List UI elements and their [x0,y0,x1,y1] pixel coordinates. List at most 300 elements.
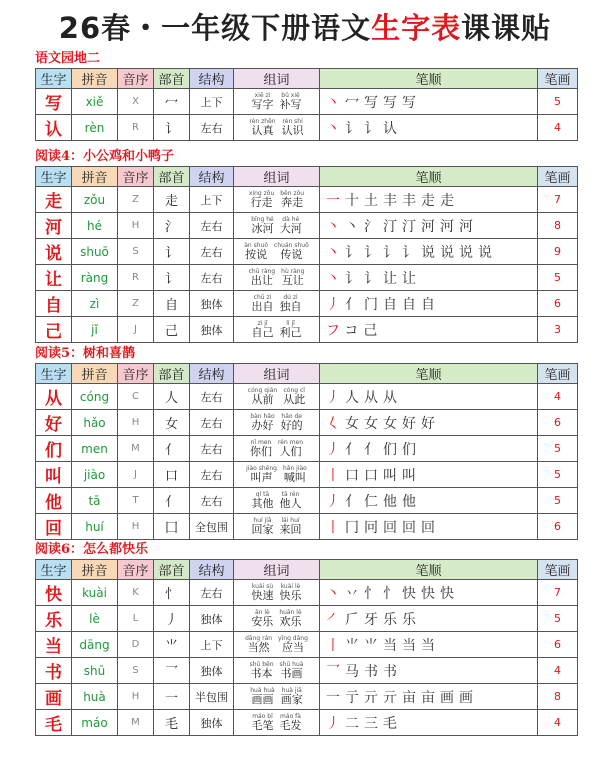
stroke-step: 口 [364,467,383,484]
cell-jiegou: 上下 [190,632,234,658]
word-hanzi: 书画 [280,667,303,680]
stroke-step: 丨 [326,467,345,484]
cell-bihua: 8 [538,684,578,710]
table-row [36,488,578,514]
cell-char: 写 [36,89,72,115]
word [250,439,272,458]
stroke-step: フ [326,322,345,339]
cell-zuci [234,291,320,317]
header-row [36,364,578,384]
stroke-step: 说 [421,244,440,261]
table-row [36,710,578,736]
stroke-step: 当 [421,637,440,654]
word-pinyin: bēn zǒu [280,190,305,197]
word-pinyin: máo fà [280,713,301,720]
page-title [0,6,610,47]
stroke-step: 讠 [345,244,364,261]
cell-bishun [320,115,538,141]
stroke-step: 讠 [383,244,402,261]
header-bushou: 部首 [154,364,190,384]
stroke-step: 说 [440,244,459,261]
word-pinyin: ān lè [254,609,270,616]
word-pinyin: dāng rán [245,635,273,642]
word-pinyin: jiào shēng [246,465,277,472]
cell-char: 回 [36,514,72,540]
stroke-step: 丶 [326,270,345,287]
stroke-step: 丿 [326,296,345,313]
word [251,609,273,628]
word [278,635,308,654]
word-hanzi: 当然 [247,641,270,654]
word-pinyin: qí tā [255,491,270,498]
cell-yinxu: R [118,115,154,141]
word-hanzi: 其他 [251,497,274,510]
stroke-step: 汀 [383,218,402,235]
stroke-step: 叫 [383,467,402,484]
cell-yinxu: H [118,514,154,540]
stroke-step: 亩 [402,689,421,706]
word [281,413,303,432]
cell-bishun [320,239,538,265]
stroke-step: 画 [459,689,478,706]
word-pinyin: yīng dāng [278,635,308,642]
stroke-step: 回 [421,519,440,536]
stroke-step: 讠 [402,244,421,261]
word [252,517,274,536]
word-group [234,268,319,287]
stroke-step: 门 [364,296,383,313]
word [248,387,277,406]
stroke-step: 认 [383,120,402,137]
cell-bushou: 己 [154,317,190,343]
stroke-step: 回 [402,519,421,536]
cell-bihua: 5 [538,488,578,514]
stroke-step: 丶 [326,244,345,261]
cell-bishun [320,410,538,436]
word-pinyin: shū huà [279,661,304,668]
stroke-step: 乐 [383,611,402,628]
word [280,294,302,313]
cell-bushou: 讠 [154,265,190,291]
word-pinyin: kuài lè [280,583,301,590]
cell-bushou: 讠 [154,239,190,265]
cell-pinyin: shū [72,658,118,684]
cell-bihua: 5 [538,462,578,488]
word-group [234,609,319,628]
stroke-step: 氵 [364,218,383,235]
stroke-step: 丷 [345,585,364,602]
word-group [234,294,319,313]
word-hanzi: 出让 [250,274,273,287]
cell-jiegou: 左右 [190,213,234,239]
stroke-step: 快 [440,585,459,602]
cell-bihua: 7 [538,580,578,606]
stroke-step: 写 [383,94,402,111]
char-table [35,559,578,736]
word [280,216,302,235]
cell-jiegou: 左右 [190,115,234,141]
stroke-step: 忄 [364,585,383,602]
stroke-step: 自 [383,296,402,313]
cell-zuci [234,658,320,684]
word-hanzi: 毛发 [279,719,302,732]
cell-yinxu: S [118,658,154,684]
word-hanzi: 画画 [251,693,274,706]
word-pinyin: huà jiā [281,687,302,694]
table-row [36,115,578,141]
stroke-step: 写 [402,94,421,111]
cell-char: 让 [36,265,72,291]
stroke-step: 河 [421,218,440,235]
word-pinyin: cóng qián [247,387,278,394]
word-pinyin: nǐ men [250,439,272,446]
stroke-step: 书 [364,663,383,680]
cell-bihua: 5 [538,265,578,291]
cell-zuci [234,115,320,141]
word-pinyin: bàn hǎo [250,413,275,420]
cell-yinxu: H [118,213,154,239]
cell-char: 认 [36,115,72,141]
header-yinxu: 音序 [118,167,154,187]
word-hanzi: 人们 [279,445,302,458]
stroke-step: 己 [363,322,383,339]
stroke-step: 一 [326,689,345,706]
word-hanzi: 快乐 [279,589,302,602]
header-yinxu: 音序 [118,69,154,89]
stroke-step: 讠 [345,270,364,287]
header-bishun: 笔顺 [320,364,538,384]
word [281,687,303,706]
cell-bushou: 丿 [154,606,190,632]
stroke-step: 丨 [326,519,345,536]
word-hanzi: 欢乐 [279,615,302,628]
word-pinyin: rèn zhēn [249,118,276,125]
word-pinyin: cóng cǐ [283,387,305,394]
cell-bihua: 4 [538,658,578,684]
cell-jiegou: 左右 [190,384,234,410]
title-highlight: 生字表 [371,11,462,45]
stroke-step: 冂 [345,519,364,536]
word [280,491,302,510]
cell-bishun [320,606,538,632]
cell-pinyin: huà [72,684,118,710]
stroke-step: 河 [459,218,478,235]
stroke-step: 当 [383,637,402,654]
stroke-step: 亓 [364,689,383,706]
cell-pinyin: zǒu [72,187,118,213]
word [280,583,302,602]
cell-jiegou: 独体 [190,658,234,684]
stroke-step: 丶 [345,218,364,235]
table-row [36,265,578,291]
word-pinyin: dú zì [283,294,298,301]
word-pinyin: xiě zì [254,92,271,99]
cell-bishun [320,710,538,736]
cell-char: 书 [36,658,72,684]
cell-zuci [234,514,320,540]
cell-yinxu: J [118,462,154,488]
cell-pinyin: máo [72,710,118,736]
cell-jiegou: 独体 [190,606,234,632]
stroke-step: 让 [383,270,402,287]
header-bihua: 笔画 [538,69,578,89]
cell-pinyin: men [72,436,118,462]
word-hanzi: 来回 [279,523,302,536]
cell-bishun [320,317,538,343]
header-zuci: 组词 [234,364,320,384]
word [280,92,302,111]
cell-char: 乐 [36,606,72,632]
word [249,190,274,209]
word-hanzi: 冰河 [251,222,274,235]
stroke-step: 亻 [345,493,364,510]
cell-char: 快 [36,580,72,606]
word [279,609,301,628]
cell-bishun [320,265,538,291]
cell-char: 河 [36,213,72,239]
word-pinyin: chuán shuō [274,242,309,249]
header-row [36,167,578,187]
cell-zuci [234,213,320,239]
stroke-step: 毛 [383,715,402,732]
cell-yinxu: H [118,684,154,710]
word-group [234,517,319,536]
stroke-step: 们 [402,441,421,458]
word-hanzi: 补写 [279,98,302,111]
stroke-step: 冖 [345,94,364,111]
cell-bushou: 冖 [154,89,190,115]
cell-jiegou: 上下 [190,187,234,213]
header-jiegou: 结构 [190,364,234,384]
word [249,268,276,287]
stroke-step: 亓 [383,689,402,706]
stroke-step: 丰 [402,192,421,209]
cell-zuci [234,580,320,606]
cell-char: 他 [36,488,72,514]
stroke-step: 让 [402,270,421,287]
word-group [234,387,319,406]
word [250,413,274,432]
word-hanzi: 喊叫 [283,471,306,484]
cell-bishun [320,684,538,710]
word [280,190,304,209]
word-pinyin: máo bǐ [252,713,273,720]
cell-zuci [234,488,320,514]
cell-jiegou: 全包围 [190,514,234,540]
stroke-step: 叫 [402,467,421,484]
cell-char: 从 [36,384,72,410]
stroke-step: ㇒ [326,611,345,628]
word [281,268,304,287]
word-pinyin: kuài sù [251,583,274,590]
cell-zuci [234,410,320,436]
word [252,583,274,602]
word-hanzi: 行走 [250,196,273,209]
word-pinyin: tā rén [281,491,300,498]
cell-bishun [320,436,538,462]
word-group [234,583,319,602]
cell-pinyin: jiào [72,462,118,488]
cell-jiegou: 左右 [190,462,234,488]
stroke-step: 乐 [402,611,421,628]
section-1 [35,148,577,343]
header-jiegou: 结构 [190,560,234,580]
cell-bushou: 人 [154,384,190,410]
cell-yinxu: M [118,710,154,736]
cell-bushou: 女 [154,410,190,436]
word-pinyin: huà huà [250,687,275,694]
title-suffix: 课课贴 [461,11,552,45]
cell-bushou: 自 [154,291,190,317]
stroke-step: 忄 [383,585,402,602]
cell-bushou: 忄 [154,580,190,606]
word-pinyin: huí jiā [253,517,272,524]
header-pinyin: 拼音 [72,69,118,89]
cell-bushou: 一 [154,684,190,710]
word-group [234,661,319,680]
cell-yinxu: Z [118,291,154,317]
char-table [35,166,578,343]
header-bushou: 部首 [154,167,190,187]
header-bishun: 笔顺 [320,69,538,89]
stroke-step: 丶 [326,585,345,602]
word-pinyin: rèn shi [282,118,303,125]
word-hanzi: 自己 [251,326,274,339]
stroke-step: 讠 [345,120,364,137]
stroke-step: 丶 [326,94,345,111]
cell-char: 当 [36,632,72,658]
stroke-step: 丰 [383,192,402,209]
table-row [36,410,578,436]
word-hanzi: 奔走 [281,196,304,209]
stroke-step: 回 [383,519,402,536]
word [278,439,303,458]
cell-yinxu: K [118,580,154,606]
stroke-step: 女 [364,415,383,432]
section-3 [35,541,577,736]
word-group [234,687,319,706]
cell-char: 说 [36,239,72,265]
cell-pinyin: shuō [72,239,118,265]
word-hanzi: 快速 [251,589,274,602]
table-row [36,239,578,265]
word-hanzi: 写字 [251,98,274,111]
cell-yinxu: T [118,488,154,514]
word-pinyin: àn shuō [244,242,269,249]
word-hanzi: 认识 [281,124,304,137]
cell-yinxu: S [118,239,154,265]
cell-pinyin: tā [72,488,118,514]
stroke-step: 马 [345,663,364,680]
word [280,517,302,536]
word-group [234,92,319,111]
word-pinyin: hǎo de [281,413,302,420]
stroke-step: 亩 [421,689,440,706]
word-hanzi: 办好 [251,419,274,432]
header-bushou: 部首 [154,69,190,89]
cell-pinyin: xiě [72,89,118,115]
word-group [234,216,319,235]
word-group [234,242,319,261]
word-pinyin: huān lè [279,609,302,616]
word-pinyin: dà hé [282,216,300,223]
word [252,491,274,510]
stroke-step: 十 [345,192,364,209]
cell-char: 自 [36,291,72,317]
word [280,713,302,732]
word-hanzi: 传说 [280,248,303,261]
cell-jiegou: 独体 [190,291,234,317]
cell-jiegou: 左右 [190,436,234,462]
stroke-step: 快 [421,585,440,602]
header-row [36,560,578,580]
cell-yinxu: Z [118,187,154,213]
table-row [36,291,578,317]
cell-pinyin: kuài [72,580,118,606]
cell-zuci [234,684,320,710]
stroke-step: 亍 [345,689,364,706]
cell-bihua: 6 [538,514,578,540]
table-row [36,658,578,684]
cell-pinyin: ràng [72,265,118,291]
word [250,661,274,680]
stroke-step: 仁 [364,493,383,510]
section-2 [35,345,577,540]
cell-jiegou: 独体 [190,710,234,736]
cell-zuci [234,384,320,410]
stroke-step: 丿 [326,389,345,406]
cell-pinyin: jǐ [72,317,118,343]
cell-yinxu: D [118,632,154,658]
stroke-step: 二 [345,715,364,732]
cell-jiegou: 左右 [190,239,234,265]
word [244,242,268,261]
table-row [36,89,578,115]
cell-bushou: 乛 [154,658,190,684]
word [246,465,277,484]
table-row [36,632,578,658]
word-pinyin: lái huí [281,517,300,524]
cell-jiegou: 左右 [190,580,234,606]
cell-zuci [234,89,320,115]
cell-bushou: 氵 [154,213,190,239]
cell-bishun [320,514,538,540]
header-char: 生字 [36,69,72,89]
table-row [36,317,578,343]
cell-jiegou: 独体 [190,317,234,343]
header-char: 生字 [36,364,72,384]
header-jiegou: 结构 [190,69,234,89]
header-bihua: 笔画 [538,364,578,384]
stroke-step: 𡿨 [326,415,345,432]
stroke-step: 说 [478,244,497,261]
cell-bishun [320,384,538,410]
stroke-step: 自 [421,296,440,313]
stroke-step: 好 [402,415,421,432]
header-zuci: 组词 [234,560,320,580]
word [280,661,304,680]
word [249,118,275,137]
stroke-step: 乛 [326,663,345,680]
header-char: 生字 [36,167,72,187]
table-row [36,514,578,540]
word [252,713,274,732]
cell-char: 画 [36,684,72,710]
stroke-step: 口 [345,467,364,484]
word-pinyin: bīng hé [251,216,274,223]
stroke-step: 女 [345,415,364,432]
word [251,216,274,235]
